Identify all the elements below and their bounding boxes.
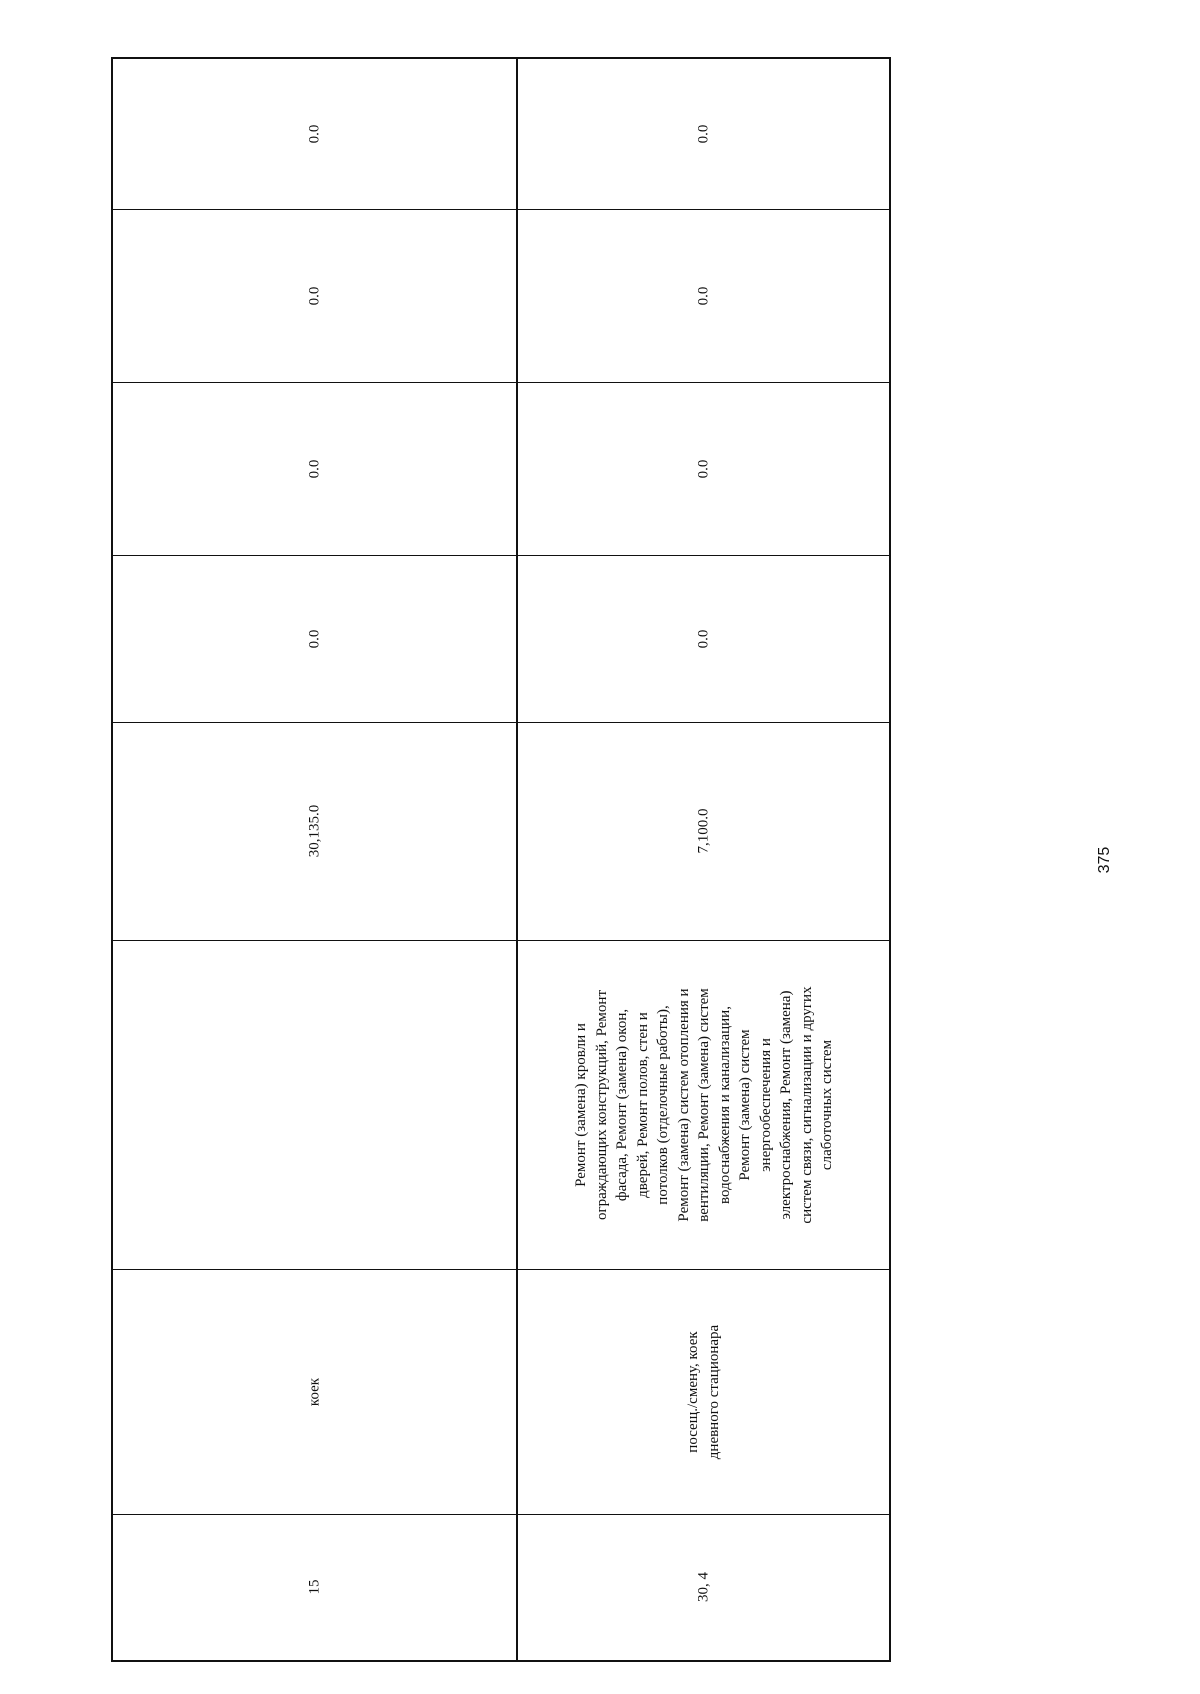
table-cell-v1: [113, 555, 516, 722]
cell-text: 0.0: [695, 459, 711, 478]
page-number: 375: [1096, 846, 1113, 874]
cell-text: 0.0: [695, 124, 711, 144]
table-cell-number: [113, 1514, 516, 1660]
cell-text: 7,100.0: [695, 808, 711, 854]
table-cell-v3: [518, 209, 889, 382]
cell-text: 15: [306, 1579, 322, 1595]
cell-text: 0.0: [306, 629, 322, 648]
table-cell-total: [113, 722, 516, 940]
cell-text: 0.0: [306, 459, 322, 478]
cell-text: 0.0: [695, 629, 711, 648]
table-cell-v2: [518, 382, 889, 555]
cell-text: 0.0: [695, 286, 711, 305]
cell-text: 30,135.0: [306, 804, 322, 858]
cell-text: Ремонт (замена) кровли и ограждающих конструкций, Ремонт фасада, Ремонт (замена) окон, дверей, Ремонт полов, стен и потолков (отделочные работы), Ремонт (замена) систем отопления и вентиляции, Ремонт (замена) систем водоснабжения и канализации, Ремонт (замена) систем энергообеспечения и электроснабжения, Ремонт (замена) систем связи, сигнализации и других слаботочных систем: [572, 985, 835, 1224]
cell-text: 30, 4: [695, 1572, 711, 1602]
table-cell-works: [518, 940, 889, 1269]
cell-text: 0.0: [306, 124, 322, 144]
cell-text: 0.0: [306, 286, 322, 305]
table-cell-v1: [518, 555, 889, 722]
table-cell-number: [518, 1514, 889, 1660]
table-cell-v4: [518, 59, 889, 209]
table-cell-total: [518, 722, 889, 940]
cell-text: посещ./смену, коек дневного стационара: [684, 1324, 722, 1459]
table-cell-unit: [518, 1269, 889, 1514]
table-cell-v4: [113, 59, 516, 209]
table-cell-v3: [113, 209, 516, 382]
cell-text: коек: [306, 1377, 322, 1406]
table-cell-works: [113, 940, 516, 1269]
table-cell-unit: [113, 1269, 516, 1514]
data-table: [111, 57, 891, 1662]
table-cell-v2: [113, 382, 516, 555]
